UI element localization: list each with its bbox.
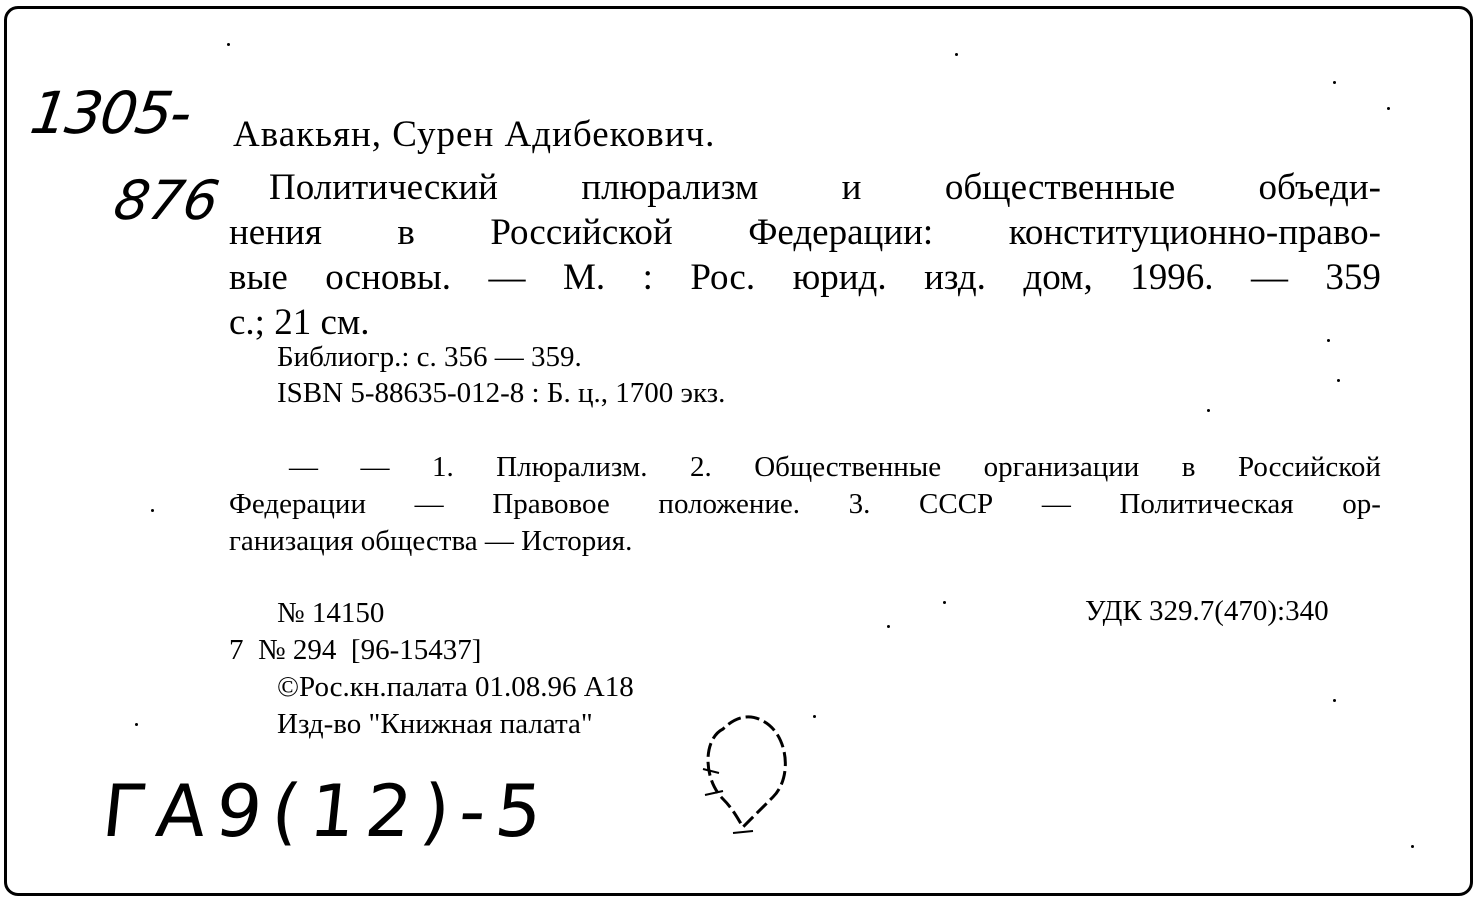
title-word: объеди- xyxy=(1258,167,1381,208)
speck xyxy=(813,715,816,718)
subject-word: — xyxy=(289,451,318,483)
speck xyxy=(1207,409,1210,412)
speck xyxy=(1327,339,1330,342)
subject-word: в xyxy=(1181,451,1196,483)
subject-word: 2. xyxy=(689,451,712,483)
subject-word: Правовое xyxy=(492,488,610,520)
lightbulb-stamp-icon xyxy=(683,699,803,849)
speck xyxy=(1337,379,1340,382)
speck xyxy=(943,601,946,604)
subject-word: — xyxy=(360,451,390,483)
subject-word: организации xyxy=(983,451,1140,483)
subject-word: положение. xyxy=(658,488,800,520)
imprint-word: : xyxy=(642,257,653,298)
imprint-word: вые xyxy=(229,257,288,298)
subject-headings xyxy=(229,449,1381,560)
subject-word: 1. xyxy=(431,451,454,483)
title-word: Российской xyxy=(490,212,673,253)
title-description xyxy=(229,165,1381,345)
title-word: Политический xyxy=(269,167,498,208)
speck xyxy=(151,509,154,512)
subject-word: СССР xyxy=(919,488,994,520)
subject-word: 3. xyxy=(848,488,871,520)
handwritten-shelf-number-top: 1305- xyxy=(26,79,195,147)
catalog-card xyxy=(4,6,1473,896)
subject-word: ганизация общества — История. xyxy=(229,525,633,557)
title-word: Федерации: xyxy=(748,212,934,253)
imprint-word: — xyxy=(1250,257,1288,298)
notes-block xyxy=(277,339,725,411)
card-number: № 14150 xyxy=(277,597,385,629)
imprint-word: М. xyxy=(562,257,606,298)
imprint-word: 359 xyxy=(1325,257,1381,298)
imprint-word: юрид. xyxy=(792,257,887,298)
imprint-word: Рос. xyxy=(690,257,756,298)
footer-block xyxy=(229,595,634,743)
subject-word: Федерации xyxy=(229,488,366,520)
speck xyxy=(1333,699,1336,702)
isbn-line: ISBN 5-88635-012-8 : Б. ц., 1700 экз. xyxy=(277,377,726,409)
speck xyxy=(1333,81,1336,84)
registration-number: 7 № 294 [96-15437] xyxy=(229,634,482,666)
udk-code: УДК 329.7(470):340 xyxy=(1085,595,1329,627)
title-word: плюрализм xyxy=(581,167,759,208)
imprint-word: дом, xyxy=(1023,257,1093,298)
bibliography-note: Библиогр.: с. 356 — 359. xyxy=(277,341,582,373)
subject-word: Политическая xyxy=(1119,488,1294,520)
subject-word: ор- xyxy=(1342,488,1381,520)
title-word: общественные xyxy=(944,167,1176,208)
imprint-word: изд. xyxy=(924,257,986,298)
imprint-word: — xyxy=(488,257,526,298)
title-line xyxy=(229,210,1381,255)
subject-word: Общественные xyxy=(754,451,942,483)
title-line xyxy=(229,165,1381,210)
subject-line xyxy=(229,523,1381,560)
speck xyxy=(227,43,230,46)
speck xyxy=(1387,107,1390,110)
subject-line xyxy=(229,486,1381,523)
publisher-line: Изд-во "Книжная палата" xyxy=(277,708,593,740)
speck xyxy=(955,53,958,56)
handwritten-shelf-number-mid: 876 xyxy=(109,169,224,232)
handwritten-code-bottom: ГА9(12)-5 xyxy=(98,769,556,853)
speck xyxy=(135,723,138,726)
title-word: в xyxy=(397,212,415,253)
imprint-line xyxy=(229,255,1381,300)
title-word: нения xyxy=(229,212,322,253)
title-word: и xyxy=(841,167,862,208)
subject-word: — xyxy=(414,488,444,520)
subject-word: — xyxy=(1041,488,1071,520)
speck xyxy=(887,625,890,628)
title-word: конституционно-право- xyxy=(1008,212,1381,253)
physical-description-text: с.; 21 см. xyxy=(229,302,370,343)
imprint-word: 1996. xyxy=(1130,257,1214,298)
imprint-word: основы. xyxy=(325,257,451,298)
subject-line xyxy=(229,449,1381,486)
subject-word: Плюрализм. xyxy=(496,451,648,483)
speck xyxy=(1411,845,1414,848)
copyright-line: ©Рос.кн.палата 01.08.96 А18 xyxy=(277,671,634,703)
subject-word: Российской xyxy=(1237,451,1381,483)
author-heading: Авакьян, Сурен Адибекович. xyxy=(233,114,716,155)
